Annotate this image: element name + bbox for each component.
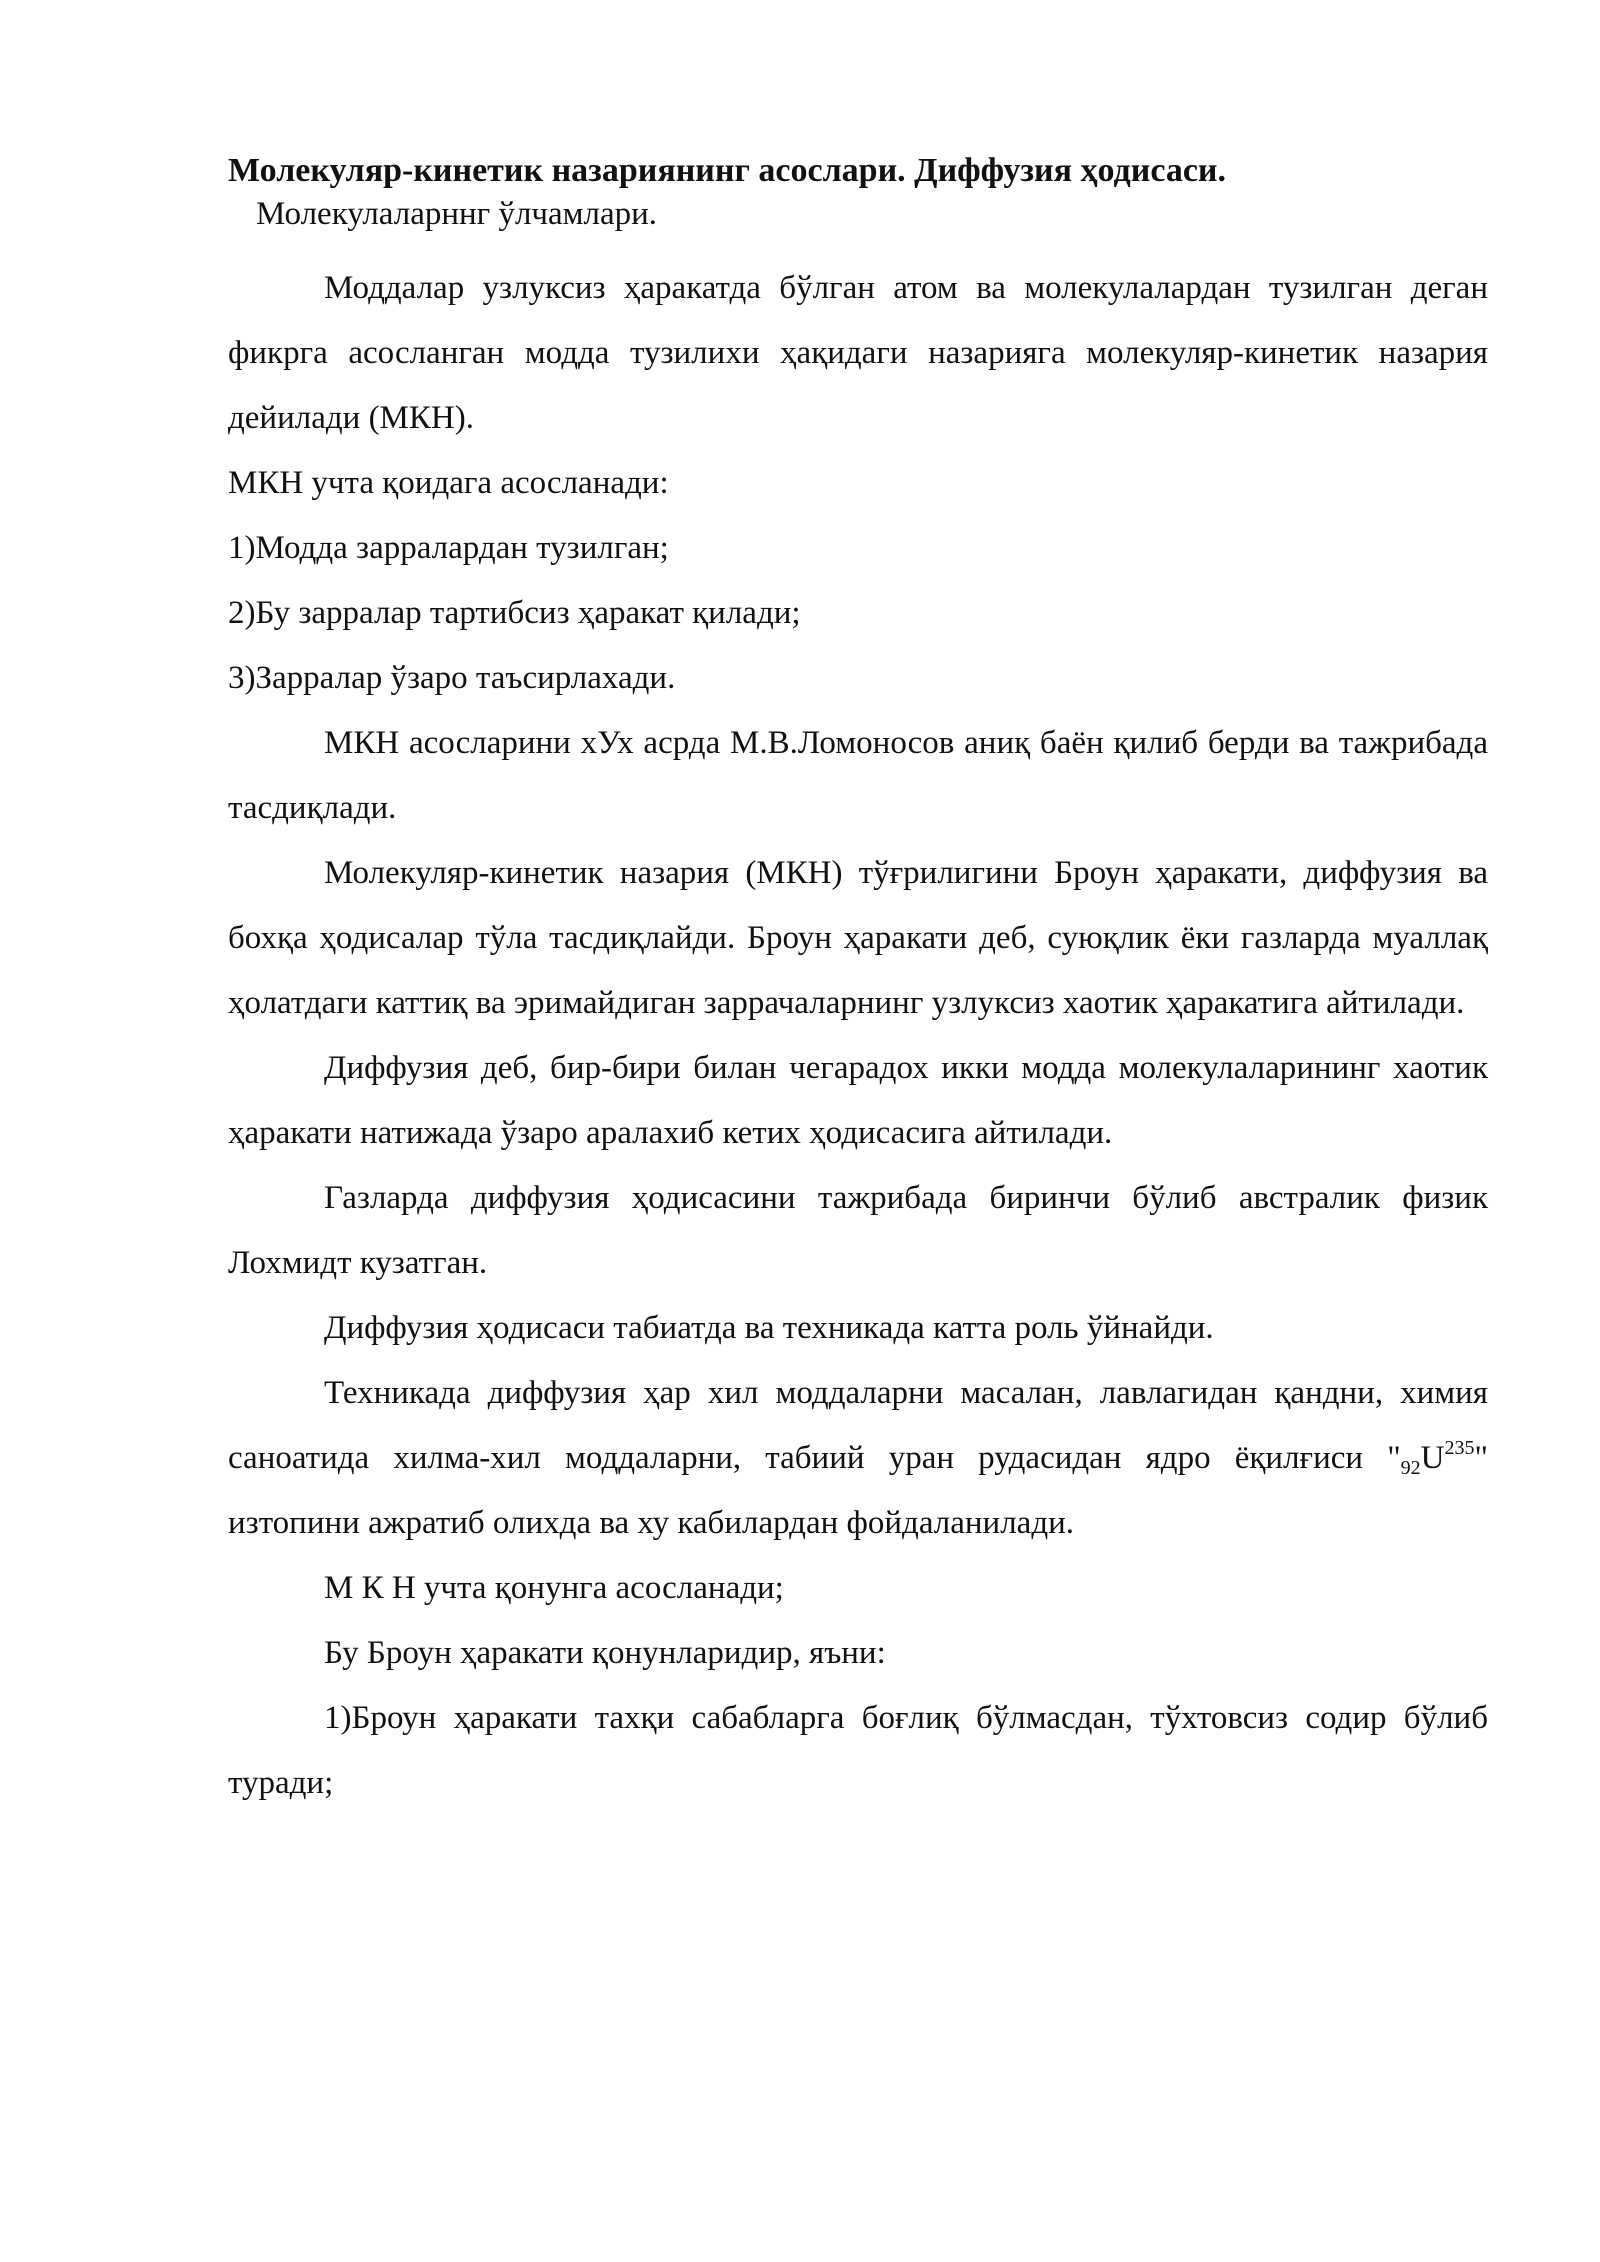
paragraph-loschmidt: Газларда диффузия ҳодисасини тажрибада биринчи бўлиб австралик физик Лохмидт кузатган. xyxy=(228,1180,1488,1281)
paragraph-lomonosov: МКН асосларини хУх асрда М.В.Ломоносов аниқ баён қилиб берди ва тажрибада тасдиқлади. xyxy=(228,725,1488,826)
rule-item-1: 1)Модда зарралардан тузилган; xyxy=(228,530,669,566)
document-page xyxy=(228,150,1488,1816)
paragraph-diffusion-role: Диффузия ҳодисаси табиатда ва техникада катта роль ўйнайди. xyxy=(324,1310,1214,1346)
brownian-law-item-1: 1)Броун ҳаракати тахқи сабабларга боғлиқ бўлмасдан, тўхтовсиз содир бўлиб туради; xyxy=(228,1700,1488,1801)
paragraph-definition: Моддалар узлуксиз ҳаракатда бўлган атом ва молекулалардан тузилган деган фикрга асосланган модда тузилихи ҳақидаги назарияга молекуляр-кинетик назария дейилади (МКН). xyxy=(228,270,1488,436)
isotope-element-symbol: U xyxy=(1420,1440,1445,1476)
document-subtitle: Молекулаларннг ўлчамлари. xyxy=(256,196,658,232)
paragraph-brownian-laws: Бу Броун ҳаракати қонунларидир, яъни: xyxy=(324,1635,886,1671)
rule-item-3: 3)Зарралар ўзаро таъсирлахади. xyxy=(228,660,676,696)
paragraph-technology-start: Техникада диффузия ҳар хил моддаларни масалан, лавлагидан қандни, химия саноатида хилма-хил моддаларни, табиий уран рудасидан ядро ёқилғиси " xyxy=(228,1375,1488,1476)
paragraph-brownian: Молекуляр-кинетик назария (МКН) тўғрилигини Броун ҳаракати, диффузия ва бохқа ҳодисалар тўла тасдиқлайди. Броун ҳаракати деб, суюқлик ёки газларда муаллақ ҳолатдаги каттиқ ва эримайдиган заррачаларнинг узлуксиз хаотик ҳаракатига айтилади. xyxy=(228,855,1488,1021)
rule-item-2: 2)Бу зарралар тартибсиз ҳаракат қилади; xyxy=(228,595,801,631)
document-title: Молекуляр-кинетик назариянинг асослари. Диффузия ҳодисаси. xyxy=(228,152,1227,189)
isotope-mass-number: 235 xyxy=(1444,1437,1475,1459)
paragraph-technology xyxy=(228,1361,1488,1556)
isotope-atomic-number: 92 xyxy=(1400,1457,1421,1479)
paragraph-rules-intro: МКН учта қоидага асосланади: xyxy=(228,465,669,501)
paragraph-diffusion-definition: Диффузия деб, бир-бири билан чегарадох икки модда молекулаларининг хаотик ҳаракати натижада ўзаро аралахиб кетих ҳодисасига айтилади. xyxy=(228,1050,1488,1151)
paragraph-technology-end: " изтопини ажратиб олихда ва ху кабилардан фойдаланилади. xyxy=(228,1440,1488,1541)
paragraph-three-laws: М К Н учта қонунга асосланади; xyxy=(324,1570,784,1606)
